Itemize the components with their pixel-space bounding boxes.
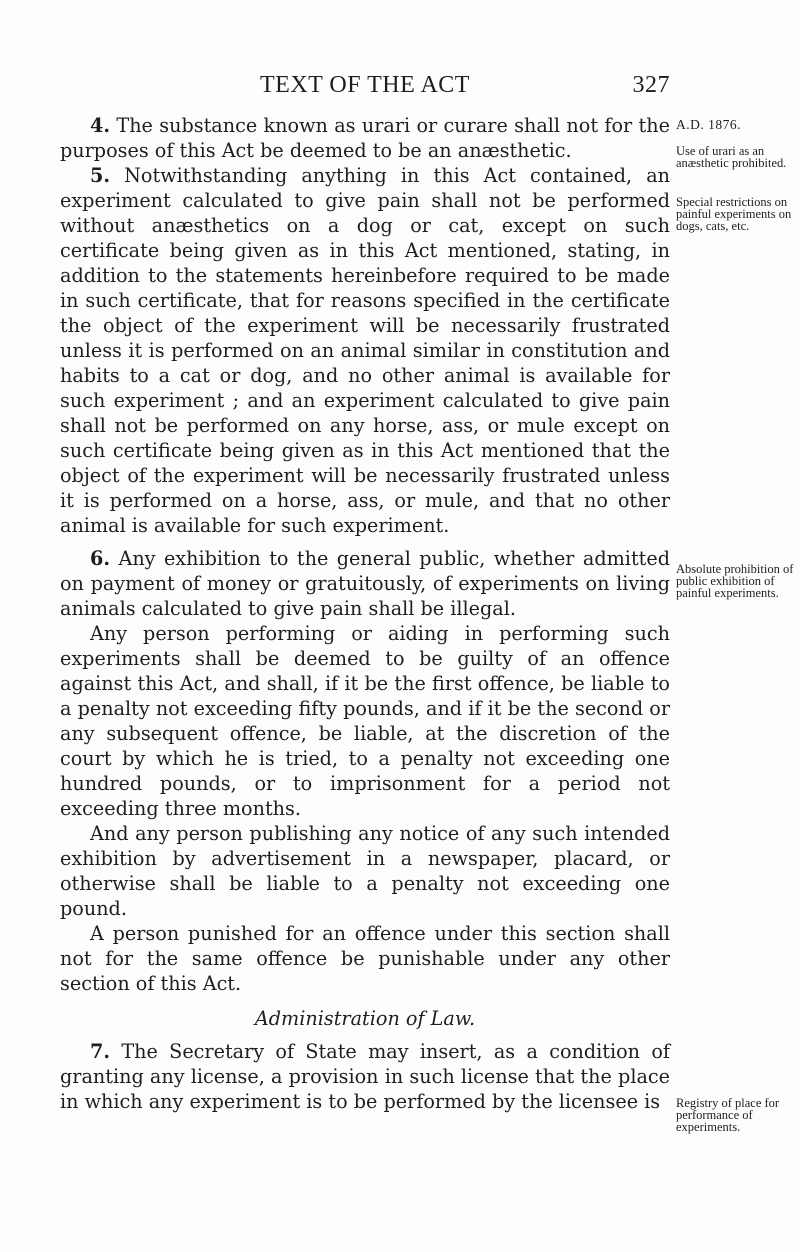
- section-number: 7.: [90, 1040, 111, 1063]
- section-4: [60, 113, 670, 163]
- section-6-double-jeopardy: A person punished for an offence under this section shall not for the same offence be punishable under any other section of this Act.: [60, 922, 670, 995]
- section-7: [60, 1039, 670, 1114]
- section-6: [60, 546, 670, 621]
- year-note: A.D. 1876.: [676, 117, 741, 132]
- section-number: 4.: [90, 114, 111, 137]
- sidenote-registry: Registry of place for performance of experiments.: [676, 1096, 780, 1134]
- sidenote-urari: Use of urari as an anæsthetic prohibited.: [676, 144, 787, 170]
- section-number: 5.: [90, 164, 111, 187]
- page-number: 327: [632, 72, 670, 98]
- section-text: The Secretary of State may insert, as a condition of granting any license, a provision in such license that the place in which any experiment is to be performed by the licensee is: [60, 1040, 670, 1113]
- section-5: [60, 163, 670, 538]
- sidenote-dogs-cats: Special restrictions on painful experiments on dogs, cats, etc.: [676, 195, 792, 233]
- act-text: [60, 113, 670, 1114]
- section-heading: Administration of Law.: [254, 1007, 476, 1030]
- section-number: 6.: [90, 547, 111, 570]
- section-6-advertisement: And any person publishing any notice of any such intended exhibition by advertisement in a newspaper, placard, or otherwise shall be liable to a penalty not exceeding one pound.: [60, 822, 670, 920]
- section-text: The substance known as urari or curare shall not for the purposes of this Act be deemed to be an anæsthetic.: [60, 114, 670, 162]
- sidenote-exhibition: Absolute prohibition of public exhibition of painful experiments.: [676, 562, 794, 600]
- section-text: Notwithstanding anything in this Act contained, an experiment calculated to give pain shall not be performed without anæsthetics on a dog or cat, except on such certificate being given as in this Act mentioned, stating, in addition to the statements hereinbefore required to be made in such certificate, that for reasons specified in the certificate the object of the experiment will be necessarily frustrated unless it is performed on an animal similar in constitution and habits to a cat or dog, and no other animal is available for such experiment ; and an experiment calculated to give pain shall not be performed on any horse, ass, or mule except on such certificate being given as in this Act mentioned that the object of the experiment will be necessarily frustrated unless it is performed on a horse, ass, or mule, and that no other animal is available for such experiment.: [60, 164, 670, 537]
- section-6-penalty: Any person performing or aiding in performing such experiments shall be deemed to be guilty of an offence against this Act, and shall, if it be the first offence, be liable to a penalty not exceeding fifty pounds, and if it be the second or any subsequent offence, be liable, at the discretion of the court by which he is tried, to a penalty not exceeding one hundred pounds, or to imprisonment for a period not exceeding three months.: [60, 622, 670, 820]
- section-text: Any exhibition to the general public, whether admitted on payment of money or gratuitously, of experiments on living animals calculated to give pain shall be illegal.: [60, 547, 671, 620]
- running-head: TEXT OF THE ACT: [260, 72, 470, 98]
